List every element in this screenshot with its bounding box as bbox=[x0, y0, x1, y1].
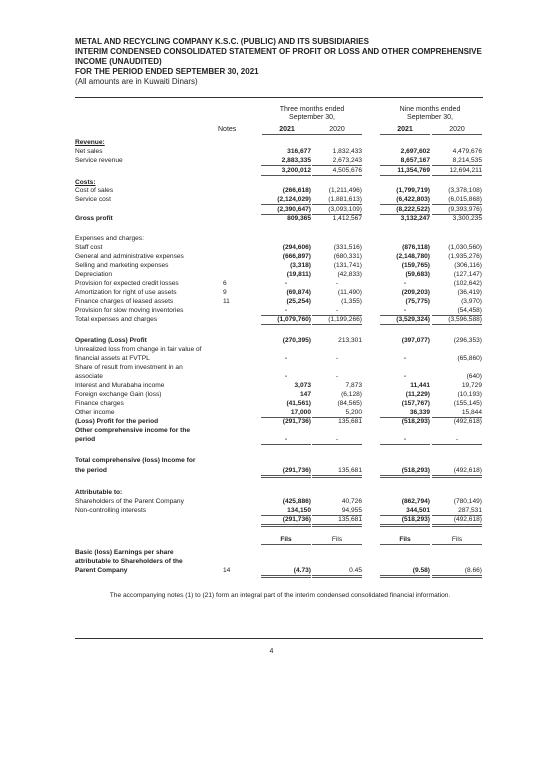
row-value: (291,736) bbox=[282, 418, 311, 425]
row-value: (11,229) bbox=[405, 391, 430, 398]
statement-row bbox=[75, 426, 485, 435]
row-value: 12,694,211 bbox=[432, 166, 482, 176]
row-value: (209,203) bbox=[401, 289, 430, 296]
row-value: 4,479,676 bbox=[452, 148, 482, 155]
row-value: (11,490) bbox=[337, 289, 362, 296]
statement-header bbox=[75, 37, 485, 87]
statement-row bbox=[75, 315, 485, 324]
notes-heading: Notes bbox=[218, 126, 237, 133]
row-value: (6,015,868) bbox=[432, 195, 482, 205]
row-note-ref: 11 bbox=[223, 298, 230, 305]
row-value: (780,149) bbox=[453, 498, 482, 505]
row-value: (425,886) bbox=[282, 498, 311, 505]
statement-row bbox=[75, 435, 485, 444]
row-value: - bbox=[432, 435, 482, 445]
statement-row bbox=[75, 195, 485, 204]
row-label: Costs: bbox=[75, 179, 96, 186]
row-value: - bbox=[403, 373, 407, 380]
row-value: 344,501 bbox=[380, 506, 430, 516]
row-value: (42,833) bbox=[337, 271, 362, 278]
row-value: (492,618) bbox=[453, 418, 482, 425]
statement-title-cont: INCOME (UNAUDITED) bbox=[75, 57, 162, 66]
row-value: - bbox=[403, 280, 407, 287]
row-value: (155,145) bbox=[453, 400, 482, 407]
statement-row bbox=[75, 535, 485, 544]
statement-row bbox=[75, 390, 485, 399]
row-value: (492,618) bbox=[432, 466, 482, 478]
row-value: (69,874) bbox=[286, 289, 311, 296]
header-rule bbox=[75, 97, 483, 98]
statement-title: INTERIM CONDENSED CONSOLIDATED STATEMENT OF PROFIT OR LOSS AND OTHER COMPREHENSIVE bbox=[75, 47, 482, 56]
statement-row bbox=[75, 488, 485, 497]
row-value: (876,118) bbox=[402, 244, 430, 251]
statement-row bbox=[75, 345, 485, 354]
row-value: 19,729 bbox=[461, 382, 482, 389]
statement-row bbox=[75, 186, 485, 195]
row-value: (75,775) bbox=[405, 298, 430, 305]
statement-row bbox=[75, 372, 485, 381]
col-2021-nine: 2021 bbox=[380, 126, 430, 135]
row-value: 316,677 bbox=[287, 148, 311, 155]
row-value: Fils bbox=[380, 535, 430, 545]
three-months-heading: Three months ended September 30, bbox=[279, 106, 345, 121]
row-value: Fils bbox=[312, 535, 362, 545]
row-value: (157,767) bbox=[401, 400, 430, 407]
row-value: - bbox=[284, 355, 288, 362]
row-value: - bbox=[380, 306, 430, 316]
row-value: - bbox=[284, 373, 288, 380]
row-label: Provision for slow moving inventories bbox=[75, 307, 184, 314]
statement-row bbox=[75, 506, 485, 515]
row-value: (3,378,108) bbox=[448, 187, 482, 194]
currency-note: (All amounts are in Kuwaiti Dinars) bbox=[75, 77, 198, 86]
statement-row bbox=[75, 214, 485, 223]
row-label: Other comprehensive income for the bbox=[75, 427, 191, 434]
row-value: - bbox=[335, 355, 339, 362]
statement-row bbox=[75, 456, 485, 465]
statement-row bbox=[75, 417, 485, 426]
row-value: (518,293) bbox=[380, 515, 430, 527]
row-value: (19,811) bbox=[286, 271, 311, 278]
row-value: 8,657,167 bbox=[380, 156, 430, 166]
row-label: Finance charges of leased assets bbox=[75, 298, 174, 305]
row-value: 809,365 bbox=[287, 215, 311, 222]
row-value: (59,683) bbox=[405, 271, 430, 278]
row-value: (4.73) bbox=[261, 566, 311, 578]
row-value: (331,516) bbox=[333, 244, 362, 251]
row-value: - bbox=[335, 373, 339, 380]
row-value: 135,681 bbox=[312, 515, 362, 527]
row-value: (492,618) bbox=[432, 515, 482, 527]
row-label: Selling and marketing expenses bbox=[75, 262, 169, 269]
row-value: Fils bbox=[261, 535, 311, 545]
row-label: financial assets at FVTPL bbox=[75, 355, 150, 362]
row-value: 135,681 bbox=[338, 418, 362, 425]
row-value: (3,318) bbox=[290, 262, 311, 269]
col-2021-three: 2021 bbox=[262, 126, 312, 135]
row-value: (640) bbox=[466, 373, 482, 380]
statement-row bbox=[75, 166, 485, 175]
statement-row bbox=[75, 306, 485, 315]
row-label: Non-controlling interests bbox=[75, 507, 147, 514]
statement-row bbox=[75, 466, 485, 475]
row-value: (1,799,719) bbox=[396, 187, 430, 194]
row-value: (291,736) bbox=[261, 515, 311, 527]
row-value: (36,419) bbox=[457, 289, 482, 296]
row-label: Service cost bbox=[75, 196, 111, 203]
row-label: Finance charges bbox=[75, 400, 124, 407]
row-note-ref: 14 bbox=[223, 567, 231, 574]
row-value: 1,832,433 bbox=[332, 148, 362, 155]
row-value: - bbox=[312, 435, 362, 445]
row-label: Staff cost bbox=[75, 244, 103, 251]
statement-row bbox=[75, 288, 485, 297]
row-label: Basic (loss) Earnings per share bbox=[75, 549, 174, 556]
statement-row bbox=[75, 138, 485, 147]
nine-months-heading: Nine months ended September 30, bbox=[399, 106, 461, 121]
notes-footer: The accompanying notes (1) to (21) form an integral part of the interim condensed consolidated financial information. bbox=[109, 592, 451, 599]
col-2020-nine: 2020 bbox=[432, 126, 482, 135]
row-value: 40,726 bbox=[341, 498, 362, 505]
row-label: Service revenue bbox=[75, 157, 123, 164]
statement-row bbox=[75, 381, 485, 390]
row-value: 3,132,247 bbox=[400, 215, 430, 222]
row-label: Share of result from investment in an bbox=[75, 364, 183, 371]
row-note-ref: 6 bbox=[223, 280, 227, 287]
row-value: (8,222,522) bbox=[380, 205, 430, 215]
row-label: associate bbox=[75, 373, 103, 380]
row-value: Fils bbox=[432, 535, 482, 545]
row-value: (102,642) bbox=[453, 280, 482, 287]
row-value: 11,441 bbox=[410, 382, 430, 389]
row-label: attributable to Shareholders of the bbox=[75, 558, 183, 565]
statement-row bbox=[75, 156, 485, 165]
row-value: (8.66) bbox=[432, 566, 482, 578]
footer-rule bbox=[75, 638, 483, 639]
row-value: 1,412,567 bbox=[332, 215, 362, 222]
row-value: 15,844 bbox=[432, 408, 482, 418]
row-label: Interest and Murabaha income bbox=[75, 382, 165, 389]
row-label: period bbox=[75, 436, 96, 443]
row-value: (666,897) bbox=[282, 253, 311, 260]
row-label: Total comprehensive (loss) Income for bbox=[75, 457, 196, 464]
row-value: (1,079,760) bbox=[261, 315, 311, 325]
statement-row bbox=[75, 515, 485, 524]
page-number: 4 bbox=[269, 648, 274, 655]
row-value: 147 bbox=[299, 391, 311, 398]
row-value: (159,765) bbox=[401, 262, 430, 269]
row-value: 2,697,602 bbox=[400, 148, 430, 155]
statement-row bbox=[75, 399, 485, 408]
row-value: 134,150 bbox=[261, 506, 311, 516]
row-label: Total expenses and charges bbox=[75, 316, 158, 323]
row-value: 11,354,769 bbox=[380, 166, 430, 176]
row-value: 5,200 bbox=[312, 408, 362, 418]
row-label: Parent Company bbox=[75, 567, 128, 574]
row-value: (3,970) bbox=[461, 298, 482, 305]
row-note-ref: 9 bbox=[223, 289, 227, 296]
row-label: Unrealized loss from change in fair value of bbox=[75, 346, 202, 353]
row-value: (9.58) bbox=[380, 566, 430, 578]
row-value: (1,935,276) bbox=[448, 253, 482, 260]
row-value: (294,606) bbox=[282, 244, 311, 251]
row-value: - bbox=[261, 306, 311, 316]
row-value: (1,355) bbox=[341, 298, 362, 305]
row-value: (518,293) bbox=[380, 466, 430, 478]
row-value: (1,030,560) bbox=[448, 244, 482, 251]
row-label: the period bbox=[75, 467, 107, 474]
row-value: (41,561) bbox=[286, 400, 311, 407]
statement-row bbox=[75, 336, 485, 345]
row-value: (397,077) bbox=[401, 337, 430, 344]
statement-row bbox=[75, 566, 485, 575]
row-label: Foreign exchange Gain (loss) bbox=[75, 391, 162, 398]
row-value: (862,794) bbox=[401, 498, 430, 505]
row-value: (54,458) bbox=[432, 306, 482, 316]
row-label: Other income bbox=[75, 409, 115, 416]
statement-row bbox=[75, 147, 485, 156]
row-label: Expenses and charges: bbox=[75, 235, 144, 242]
row-value: (1,211,496) bbox=[328, 187, 362, 194]
row-label: Amortization for right of use assets bbox=[75, 289, 177, 296]
row-value: 2,673,243 bbox=[312, 156, 362, 166]
row-label: Attributable to: bbox=[75, 489, 123, 496]
statement-row bbox=[75, 270, 485, 279]
company-name: METAL AND RECYCLING COMPANY K.S.C. (PUBLIC) AND ITS SUBSIDIARIES bbox=[75, 37, 369, 46]
row-value: 94,955 bbox=[312, 506, 362, 516]
statement-row bbox=[75, 243, 485, 252]
row-value: (6,128) bbox=[341, 391, 362, 398]
statement-row bbox=[75, 297, 485, 306]
row-value: (266,618) bbox=[282, 187, 311, 194]
row-value: (296,353) bbox=[453, 337, 482, 344]
row-value: 2,883,335 bbox=[261, 156, 311, 166]
row-value: - bbox=[335, 280, 339, 287]
row-label: Revenue: bbox=[75, 139, 105, 146]
row-value: - bbox=[261, 435, 311, 445]
row-value: 17,000 bbox=[261, 408, 311, 418]
row-value: 0.45 bbox=[312, 566, 362, 578]
row-value: (3,596,588) bbox=[432, 315, 482, 325]
row-label: Shareholders of the Parent Company bbox=[75, 498, 184, 505]
row-label: Provision for expected credit losses bbox=[75, 280, 179, 287]
row-label: Depreciation bbox=[75, 271, 113, 278]
statement-row bbox=[75, 234, 485, 243]
statement-row bbox=[75, 497, 485, 506]
row-value: (2,390,647) bbox=[261, 205, 311, 215]
row-value: (2,124,029) bbox=[261, 195, 311, 205]
row-label: General and administrative expenses bbox=[75, 253, 184, 260]
row-value: - bbox=[380, 435, 430, 445]
row-value: (3,093,109) bbox=[312, 205, 362, 215]
row-value: (306,116) bbox=[454, 262, 482, 269]
row-value: 8,214,535 bbox=[432, 156, 482, 166]
row-value: (680,331) bbox=[333, 253, 362, 260]
row-value: (3,529,324) bbox=[380, 315, 430, 325]
statement-row bbox=[75, 354, 485, 363]
statement-row bbox=[75, 205, 485, 214]
row-value: (270,395) bbox=[282, 337, 311, 344]
statement-row bbox=[75, 557, 485, 566]
row-value: (127,147) bbox=[453, 271, 482, 278]
col-2020-three: 2020 bbox=[312, 126, 362, 135]
row-value: (9,393,976) bbox=[432, 205, 482, 215]
row-value: (131,741) bbox=[333, 262, 362, 269]
row-value: (65,860) bbox=[457, 355, 482, 362]
row-value: (1,881,613) bbox=[312, 195, 362, 205]
row-value: 3,200,012 bbox=[261, 166, 311, 176]
row-value: 135,681 bbox=[312, 466, 362, 478]
period-line: FOR THE PERIOD ENDED SEPTEMBER 30, 2021 bbox=[75, 67, 259, 76]
row-label: Gross profit bbox=[75, 215, 113, 222]
row-value: 36,339 bbox=[380, 408, 430, 418]
row-value: 3,300,235 bbox=[452, 215, 482, 222]
row-value: 7,873 bbox=[345, 382, 362, 389]
row-value: 3,073 bbox=[294, 382, 311, 389]
statement-row bbox=[75, 548, 485, 557]
row-label: Cost of sales bbox=[75, 187, 114, 194]
row-value: (10,193) bbox=[457, 391, 482, 398]
row-value: - bbox=[403, 355, 407, 362]
row-value: - bbox=[312, 306, 362, 316]
row-label: Net sales bbox=[75, 148, 103, 155]
row-value: - bbox=[284, 280, 288, 287]
row-value: (2,148,780) bbox=[396, 253, 430, 260]
row-value: (6,422,803) bbox=[380, 195, 430, 205]
row-value: (291,736) bbox=[261, 466, 311, 478]
row-value: (84,565) bbox=[337, 400, 362, 407]
row-value: 4,505,676 bbox=[312, 166, 362, 176]
row-value: (1,199,266) bbox=[312, 315, 362, 325]
row-label: Operating (Loss) Profit bbox=[75, 337, 147, 344]
statement-row bbox=[75, 363, 485, 372]
row-value: 213,301 bbox=[338, 337, 362, 344]
statement-row bbox=[75, 261, 485, 270]
row-value: 287,531 bbox=[432, 506, 482, 516]
row-value: (25,254) bbox=[286, 298, 311, 305]
statement-row bbox=[75, 408, 485, 417]
statement-row bbox=[75, 279, 485, 288]
statement-row bbox=[75, 252, 485, 261]
row-value: (518,293) bbox=[401, 418, 430, 425]
row-label: (Loss) Profit for the period bbox=[75, 418, 159, 425]
